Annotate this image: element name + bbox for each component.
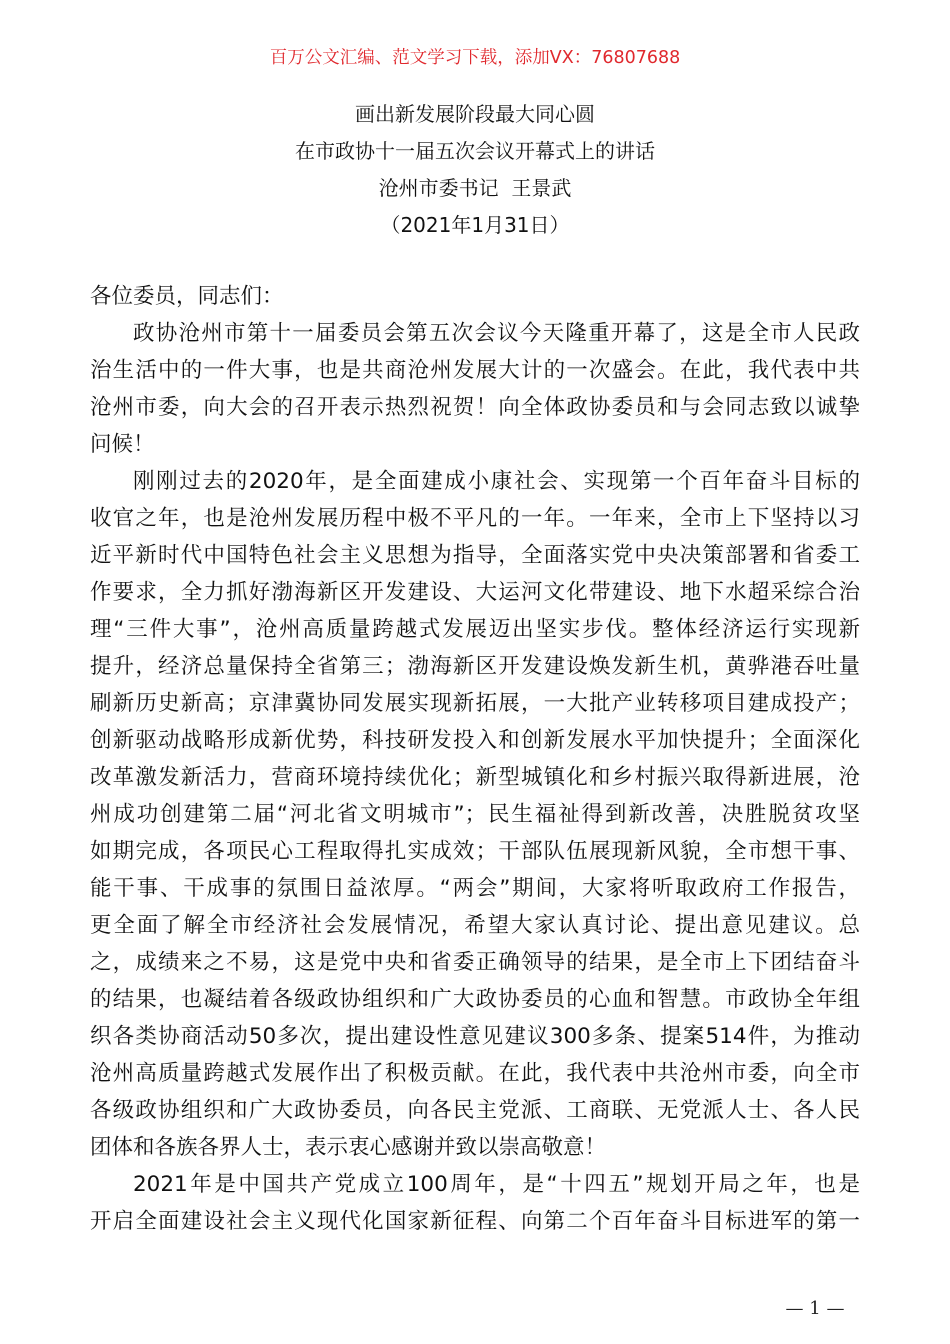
paragraph-line: 收官之年，也是沧州发展历程中极不平凡的一年。一年来，全市上下坚持以习: [90, 506, 860, 531]
paragraph-line: 之，成绩来之不易，这是党中央和省委正确领导的结果，是全市上下团结奋斗: [90, 950, 860, 975]
page-number: — 1 —: [785, 1298, 845, 1319]
paragraph-line: 问候！: [90, 432, 155, 457]
salutation: 各位委员，同志们：: [90, 284, 284, 309]
document-title: 画出新发展阶段最大同心圆: [355, 102, 595, 126]
paragraph-line: 创新驱动战略形成新优势，科技研发投入和创新发展水平加快提升；全面深化: [90, 728, 860, 753]
paragraph-line: 改革激发新活力，营商环境持续优化；新型城镇化和乡村振兴取得新进展，沧: [90, 765, 860, 790]
paragraph-line: 治生活中的一件大事，也是共商沧州发展大计的一次盛会。在此，我代表中共: [90, 358, 860, 383]
paragraph-line: 团体和各族各界人士，表示衷心感谢并致以崇高敬意！: [90, 1135, 607, 1160]
speech-date: （2021年1月31日）: [380, 213, 570, 237]
paragraph-line: 理“三件大事”，沧州高质量跨越式发展迈出坚实步伐。整体经济运行实现新: [90, 617, 860, 642]
paragraph-line: 作要求，全力抓好渤海新区开发建设、大运河文化带建设、地下水超采综合治: [90, 580, 860, 605]
paragraph-3: [90, 1166, 860, 1240]
paragraph-line: 政协沧州市第十一届委员会第五次会议今天隆重开幕了，这是全市人民政: [133, 321, 860, 346]
paragraph-2: [90, 463, 860, 1166]
document-subtitle: 在市政协十一届五次会议开幕式上的讲话: [295, 139, 655, 163]
paragraph-line: 提升，经济总量保持全省第三；渤海新区开发建设焕发新生机，黄骅港吞吐量: [90, 654, 860, 679]
paragraph-line: 近平新时代中国特色社会主义思想为指导，全面落实党中央决策部署和省委工: [90, 543, 860, 568]
paragraph-line: 开启全面建设社会主义现代化国家新征程、向第二个百年奋斗目标进军的第一: [90, 1209, 860, 1234]
watermark-banner: 百万公文汇编、范文学习下载，添加VX：76807688: [269, 48, 681, 68]
speaker-line: 沧州市委书记 王景武: [378, 176, 572, 200]
paragraph-line: 刚刚过去的2020年，是全面建成小康社会、实现第一个百年奋斗目标的: [133, 469, 860, 494]
paragraph-line: 织各类协商活动50多次，提出建设性意见建议300多条、提案514件，为推动: [90, 1024, 860, 1049]
speech-body: [90, 278, 860, 1240]
paragraph-line: 如期完成，各项民心工程取得扎实成效；干部队伍展现新风貌，全市想干事、: [90, 839, 860, 864]
paragraph-line: 州成功创建第二届“河北省文明城市”；民生福祉得到新改善，决胜脱贫攻坚: [90, 802, 860, 827]
paragraph-line: 能干事、干成事的氛围日益浓厚。“两会”期间，大家将听取政府工作报告，: [90, 876, 860, 901]
paragraph-line: 2021年是中国共产党成立100周年，是“十四五”规划开局之年，也是: [133, 1172, 860, 1197]
title-block: [0, 96, 950, 244]
paragraph-1: [90, 315, 860, 463]
paragraph-line: 刷新历史新高；京津冀协同发展实现新拓展，一大批产业转移项目建成投产；: [90, 691, 860, 716]
paragraph-line: 沧州市委，向大会的召开表示热烈祝贺！向全体政协委员和与会同志致以诚挚: [90, 395, 860, 420]
paragraph-line: 的结果，也凝结着各级政协组织和广大政协委员的心血和智慧。市政协全年组: [90, 987, 860, 1012]
paragraph-line: 各级政协组织和广大政协委员，向各民主党派、工商联、无党派人士、各人民: [90, 1098, 860, 1123]
paragraph-line: 更全面了解全市经济社会发展情况，希望大家认真讨论、提出意见建议。总: [90, 913, 860, 938]
paragraph-line: 沧州高质量跨越式发展作出了积极贡献。在此，我代表中共沧州市委，向全市: [90, 1061, 860, 1086]
